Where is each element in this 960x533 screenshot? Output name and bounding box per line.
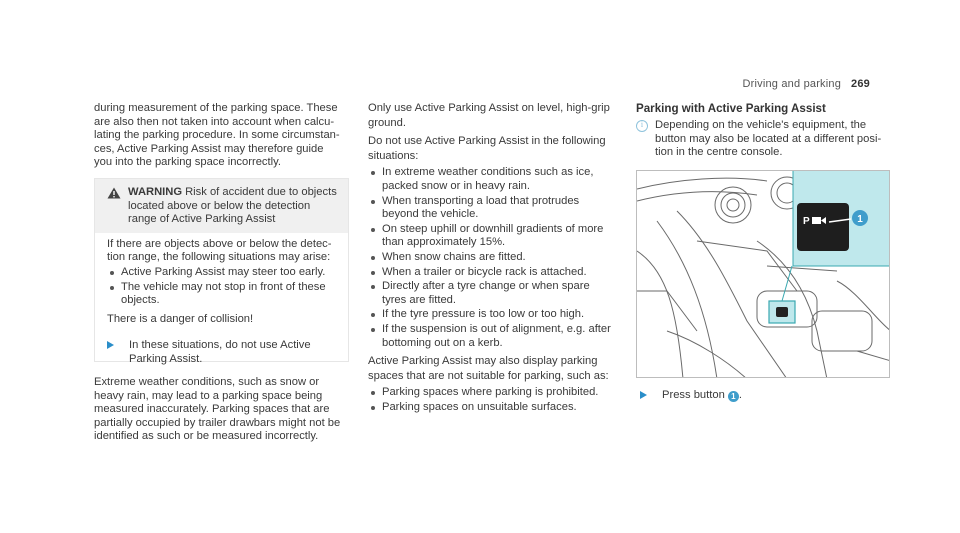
parking-button-small [776, 307, 788, 317]
list-item: If the tyre pressure is too low or too high. [368, 308, 618, 322]
info-icon [636, 120, 648, 132]
outro-line: heavy rain, may lead to a parking space being [94, 389, 323, 402]
danger-text: There is a danger of collision! [107, 312, 254, 325]
outro-line: Extreme weather conditions, such as snow or [94, 376, 320, 388]
outro-paragraph [94, 376, 352, 444]
note-line: button may also be located at a different posi- [655, 132, 882, 145]
warning-text-line: tion range, the following situations may arise: [107, 251, 331, 264]
warning-triangle-icon [107, 186, 121, 227]
list-item: Directly after a tyre change or when spare tyres are fitted. [368, 280, 618, 307]
intro-line: ces, Active Parking Assist may therefore guide [94, 142, 324, 155]
warning-action [107, 339, 340, 366]
callout-badge: 1 [728, 391, 739, 402]
warning-header [95, 179, 348, 233]
list-item: When a trailer or bicycle rack is attached. [368, 266, 618, 280]
centre-console-illustration [636, 170, 890, 378]
page-number: 269 [851, 78, 870, 90]
figure-callout-number: 1 [857, 214, 863, 225]
note-line: tion in the centre console. [655, 146, 783, 159]
list-item: On steep uphill or downhill gradients of more than approximately 15%. [368, 223, 618, 250]
press-button-step [640, 389, 742, 403]
list-item: Parking spaces on unsuitable surfaces. [368, 401, 618, 415]
list-item: When snow chains are fitted. [368, 251, 618, 265]
outro-line: partially occupied by trailer drawbars might not be [94, 416, 341, 429]
page-header [742, 78, 870, 90]
text-line: spaces that are not suitable for parking, such as: [368, 369, 609, 382]
intro-line: you into the parking space incorrectly. [94, 156, 281, 169]
list-item: Active Parking Assist may steer too early. [107, 266, 340, 280]
warning-label: WARNING [128, 186, 183, 198]
list-item: If the suspension is out of alignment, e.g. after bottoming out on a kerb. [368, 323, 618, 350]
note-line: Depending on the vehicle's equipment, the [655, 119, 867, 131]
text-line: Do not use Active Parking Assist in the following [368, 135, 606, 148]
info-note [636, 119, 891, 160]
svg-text:P: P [803, 216, 810, 227]
warning-bullet-list [107, 266, 340, 308]
console-drawing [637, 171, 890, 378]
action-arrow-icon [107, 341, 121, 349]
unsuitable-spaces-list [368, 386, 618, 414]
parking-section [636, 102, 891, 160]
warning-title-line: range of Active Parking Assist [128, 213, 276, 226]
text-line: situations: [368, 149, 419, 162]
situations-list [368, 166, 618, 350]
press-suffix: . [738, 389, 742, 401]
list-item: In extreme weather conditions such as ice, packed snow or in heavy rain. [368, 166, 618, 193]
paragraph [368, 102, 618, 130]
usage-conditions [368, 102, 618, 419]
paragraph [368, 355, 618, 383]
text-line: Only use Active Parking Assist on level, high-grip [368, 102, 610, 114]
section-title: Driving and parking [742, 78, 842, 90]
action-line: In these situations, do not use Active [129, 339, 311, 352]
text-line: ground. [368, 116, 406, 129]
action-line: Parking Assist. [129, 352, 203, 365]
warning-title-line: located above or below the detection [128, 199, 311, 212]
list-item: Parking spaces where parking is prohibited. [368, 386, 618, 400]
warning-body [95, 233, 348, 367]
action-arrow-icon [640, 391, 654, 399]
warning-text-line: If there are objects above or below the detec- [107, 237, 332, 250]
press-label: Press button [662, 389, 725, 401]
outro-line: identified as such or be measured incorrectly. [94, 430, 319, 443]
warning-box [94, 178, 349, 365]
intro-paragraph [94, 102, 349, 170]
list-item: The vehicle may not stop in front of these objects. [107, 281, 340, 308]
intro-line: lating the parking procedure. In some circumstan- [94, 129, 340, 142]
outro-line: measured inaccurately. Parking spaces that are [94, 403, 330, 416]
warning-title-line: Risk of accident due to objects [185, 186, 337, 198]
text-line: Active Parking Assist may also display parking [368, 355, 598, 368]
paragraph [368, 135, 618, 163]
section-heading: Parking with Active Parking Assist [636, 102, 826, 115]
intro-line: are also then not taken into account when calcu- [94, 115, 335, 128]
press-step-text [662, 389, 742, 403]
intro-line: during measurement of the parking space. These [94, 102, 338, 114]
list-item: When transporting a load that protrudes beyond the vehicle. [368, 195, 618, 222]
